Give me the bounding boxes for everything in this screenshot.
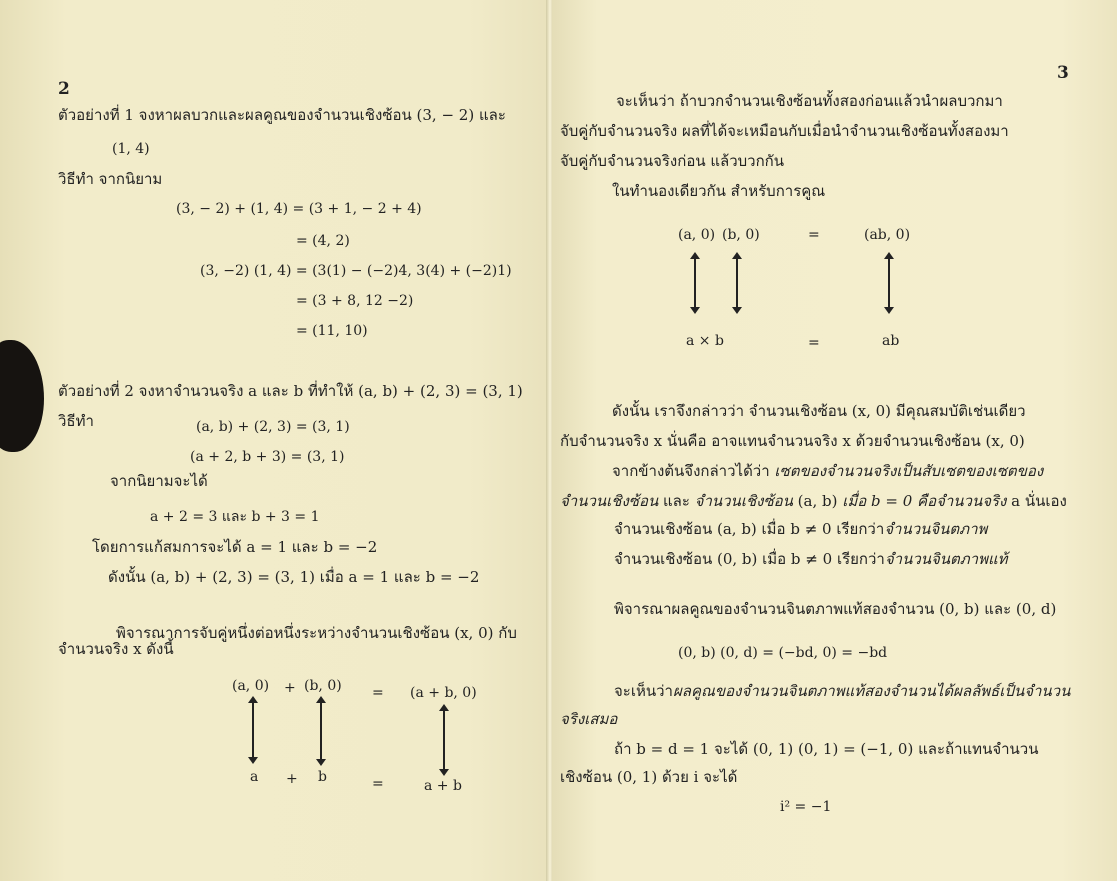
p4-text-b: และ (658, 492, 695, 510)
equation-bd: (0, b) (0, d) = (−bd, 0) = −bd (678, 645, 888, 661)
example-2-from-definition: จากนิยามจะได้ (110, 472, 208, 490)
paragraph-1-line-2: จับคู่กับจำนวนจริง ผลที่ได้จะเหมือนกับเมื่อนำจำนวนเชิงซ้อนทั้งสองมา (560, 122, 1009, 140)
diagram-sum-pair: (a + b, 0) (410, 685, 477, 701)
example-2-method: วิธีทำ (58, 412, 94, 430)
example-2-heading: ตัวอย่างที่ 2 จงหาจำนวนจริง a และ b ที่ทำให้ (a, b) + (2, 3) = (3, 1) (58, 382, 523, 400)
ink-blot (0, 340, 44, 452)
def2-term: จำนวนจินตภาพแท้ (884, 550, 1008, 568)
diagram-equals-bottom: = (372, 776, 384, 792)
example-1-method: วิธีทำ จากนิยาม (58, 170, 163, 188)
example-2-conclusion: ดังนั้น (a, b) + (2, 3) = (3, 1) เมื่อ a = 1 และ b = −2 (108, 568, 480, 586)
paragraph-6-line-2: จริงเสมอ (560, 710, 618, 728)
diagram-plus-bottom: + (286, 771, 298, 787)
example-1-heading: ตัวอย่างที่ 1 จงหาผลบวกและผลคูณของจำนวนเชิงซ้อน (3, − 2) และ (58, 106, 506, 124)
diagram-b0: (b, 0) (304, 678, 342, 694)
diagram-ab0: (ab, 0) (864, 227, 911, 243)
diagram-plus-top: + (284, 680, 296, 696)
example-2-solve: โดยการแก้สมการจะได้ a = 1 และ b = −2 (92, 538, 378, 556)
p6-italic: ผลคูณของจำนวนจินตภาพแท้สองจำนวนได้ผลลัพธ์เป็นจำนวน (672, 682, 1071, 700)
diagram-equals-top: = (372, 685, 384, 701)
p4-text-d: (a, b) (792, 492, 843, 510)
equation-4: = (3 + 8, 12 −2) (296, 293, 414, 309)
paragraph-5: พิจารณาผลคูณของจำนวนจินตภาพแท้สองจำนวน (0, b) และ (0, d) (614, 600, 1057, 618)
equation-3: (3, −2) (1, 4) = (3(1) − (−2)4, 3(4) + (−2)1) (200, 263, 512, 279)
page-number: 2 (58, 79, 70, 99)
equation-2: = (4, 2) (296, 233, 350, 249)
p4-italic: เซตของจำนวนจริงเป็นสับเซตของเซตของ (774, 462, 1044, 480)
paragraph-3-line-2: กับจำนวนจริง x นั่นคือ อาจแทนจำนวนจริง x ด้วยจำนวนเชิงซ้อน (x, 0) (560, 432, 1025, 450)
diagram-a: a (250, 769, 259, 785)
diagram-equals-bottom: = (808, 335, 820, 351)
diagram-b: b (318, 769, 327, 785)
paragraph-7-line-1: ถ้า b = d = 1 จะได้ (0, 1) (0, 1) = (−1, 0) และถ้าแทนจำนวน (614, 740, 1039, 758)
example-2-equation-3: a + 2 = 3 และ b + 3 = 1 (150, 509, 320, 525)
p4-text: จากข้างต้นจึงกล่าวได้ว่า (612, 462, 775, 480)
double-arrow-ab (884, 252, 894, 314)
diagram-equals-top: = (808, 227, 820, 243)
diagram-a0: (a, 0) (678, 227, 716, 243)
paragraph-3-line-1: ดังนั้น เราจึงกล่าวว่า จำนวนเชิงซ้อน (x, 0) มีคุณสมบัติเช่นเดียว (612, 402, 1026, 420)
p4-italic-e: เมื่อ b = 0 คือจำนวนจริง (842, 492, 1007, 510)
equation-1: (3, − 2) + (1, 4) = (3 + 1, − 2 + 4) (176, 201, 422, 217)
double-arrow-b (316, 696, 326, 766)
definition-imaginary (614, 520, 987, 538)
i-squared-equation: i² = −1 (780, 799, 832, 815)
paragraph-4-line-2 (560, 492, 1067, 510)
paragraph-6-line-1 (614, 682, 1070, 700)
paragraph-4-line-1 (612, 462, 1043, 480)
pairing-line-1: พิจารณาการจับคู่หนึ่งต่อหนึ่งระหว่างจำนวนเชิงซ้อน (x, 0) กับ (116, 624, 517, 642)
p4-italic-a: จำนวนเชิงซ้อน (560, 492, 659, 510)
diagram-a-times-b: a × b (686, 333, 724, 349)
def2-text: จำนวนเชิงซ้อน (0, b) เมื่อ b ≠ 0 เรียกว่า (614, 550, 885, 568)
double-arrow-b (732, 252, 742, 314)
p4-text-f: a นั่นเอง (1006, 492, 1067, 510)
example-2-equation-1: (a, b) + (2, 3) = (3, 1) (196, 419, 350, 435)
diagram-sum: a + b (424, 778, 462, 794)
equation-5: = (11, 10) (296, 323, 368, 339)
example-2-equation-2: (a + 2, b + 3) = (3, 1) (190, 449, 345, 465)
diagram-ab: ab (882, 333, 900, 349)
definition-pure-imaginary (614, 550, 1008, 568)
def1-text: จำนวนเชิงซ้อน (a, b) เมื่อ b ≠ 0 เรียกว่า (614, 520, 885, 538)
def1-term: จำนวนจินตภาพ (884, 520, 988, 538)
right-page (552, 0, 1117, 881)
paragraph-1-line-3: จับคู่กับจำนวนจริงก่อน แล้วบวกกัน (560, 152, 785, 170)
page-number: 3 (1057, 63, 1069, 83)
diagram-b0: (b, 0) (722, 227, 760, 243)
paragraph-2: ในทำนองเดียวกัน สำหรับการคูณ (612, 182, 826, 200)
left-page (0, 0, 552, 881)
paragraph-1-line-1: จะเห็นว่า ถ้าบวกจำนวนเชิงซ้อนทั้งสองก่อนแล้วนำผลบวกมา (616, 92, 1003, 110)
p6-text: จะเห็นว่า (614, 682, 673, 700)
double-arrow-a (248, 696, 258, 764)
diagram-a0: (a, 0) (232, 678, 270, 694)
paragraph-7-line-2: เชิงซ้อน (0, 1) ด้วย i จะได้ (560, 768, 738, 786)
double-arrow-sum (439, 704, 449, 776)
pairing-line-2: จำนวนจริง x ดังนี้ (58, 640, 174, 658)
double-arrow-a (690, 252, 700, 314)
p4-italic-c: จำนวนเชิงซ้อน (694, 492, 793, 510)
example-1-continuation: (1, 4) (112, 141, 150, 157)
